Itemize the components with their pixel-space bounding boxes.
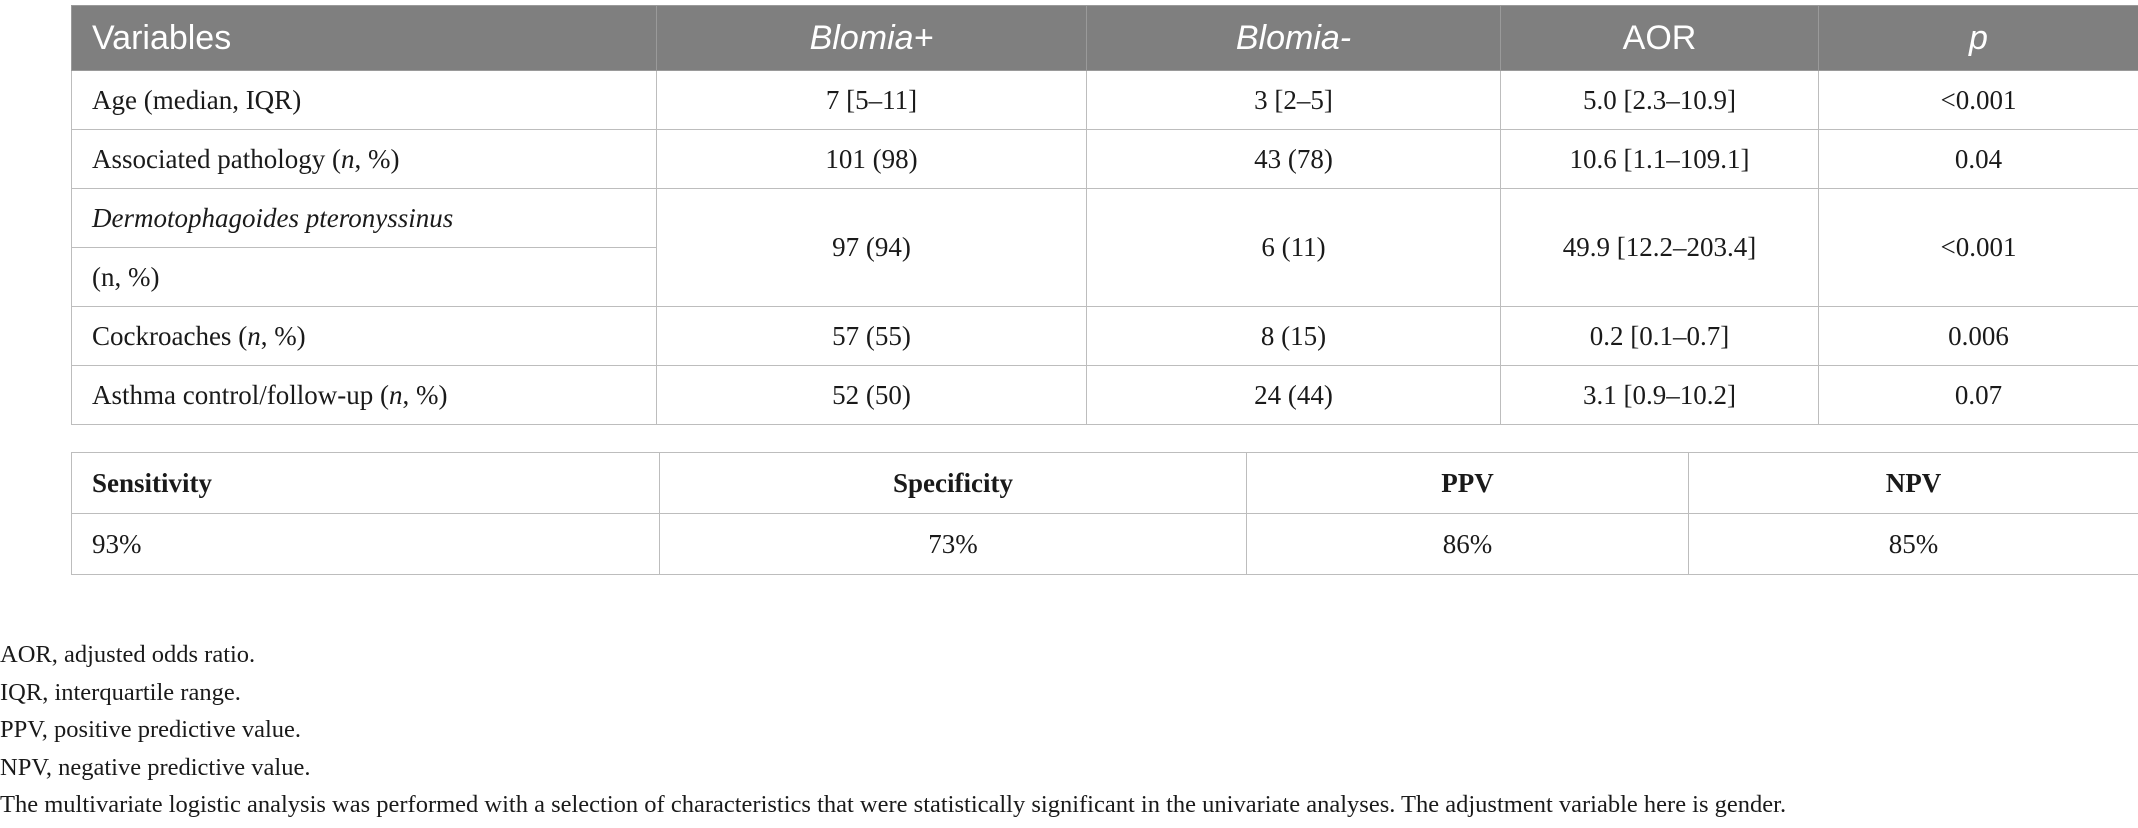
p-cell: 0.006 [1819, 307, 2138, 366]
footnote: The multivariate logistic analysis was performed with a selection of characteristics that were statistically significant in the univariate analyses. The adjustment variable here is gender. [0, 791, 1787, 819]
table-row [72, 130, 2138, 189]
value-sensitivity: 93% [72, 514, 660, 575]
aor-cell: 5.0 [2.3–10.9] [1501, 71, 1819, 130]
header-variables: Variables [72, 6, 657, 71]
table-row [72, 366, 2138, 425]
p-cell: <0.001 [1819, 71, 2138, 130]
performance-table [71, 452, 2138, 575]
variable-text: Asthma control/follow-up ( [92, 379, 389, 410]
blomia-negative-cell: 24 (44) [1087, 366, 1501, 425]
variable-cell [72, 366, 657, 425]
variable-suffix: , %) [354, 143, 400, 174]
blomia-negative-cell: 43 (78) [1087, 130, 1501, 189]
p-cell: 0.04 [1819, 130, 2138, 189]
aor-cell: 49.9 [12.2–203.4] [1501, 189, 1819, 307]
performance-header-row [72, 453, 2138, 514]
footnotes [0, 636, 2138, 824]
performance-value-row [72, 514, 2138, 575]
footnote: PPV, positive predictive value. [0, 716, 301, 744]
blomia-positive-cell: 52 (50) [657, 366, 1087, 425]
footnote: NPV, negative predictive value. [0, 753, 311, 781]
variable-text: Age (median, IQR) [92, 84, 302, 115]
value-npv: 85% [1689, 514, 2138, 575]
aor-cell: 10.6 [1.1–109.1] [1501, 130, 1819, 189]
p-cell: <0.001 [1819, 189, 2138, 307]
p-cell: 0.07 [1819, 366, 2138, 425]
header-specificity: Specificity [660, 453, 1247, 514]
variable-cell [72, 71, 657, 130]
header-blomia-negative: Blomia- [1087, 6, 1501, 71]
table-row [72, 189, 2138, 248]
header-aor: AOR [1501, 6, 1819, 71]
blomia-negative-cell: 3 [2–5] [1087, 71, 1501, 130]
blomia-positive-cell: 101 (98) [657, 130, 1087, 189]
variable-italic: n [247, 320, 261, 351]
footnote: AOR, adjusted odds ratio. [0, 641, 256, 668]
table-row [72, 307, 2138, 366]
variable-italic: n [388, 379, 403, 410]
table-header-row [72, 6, 2138, 71]
results-table [71, 5, 2138, 425]
header-npv: NPV [1689, 453, 2138, 514]
blomia-negative-cell: 6 (11) [1087, 189, 1501, 307]
variable-text: Cockroaches ( [92, 320, 248, 351]
blomia-negative-cell: 8 (15) [1087, 307, 1501, 366]
value-ppv: 86% [1247, 514, 1689, 575]
footnote: IQR, interquartile range. [0, 678, 241, 706]
header-ppv: PPV [1247, 453, 1689, 514]
variable-italic: n [340, 143, 355, 174]
blomia-positive-cell: 7 [5–11] [657, 71, 1087, 130]
blomia-positive-cell: 57 (55) [657, 307, 1087, 366]
variable-suffix: , %) [260, 320, 306, 351]
value-specificity: 73% [660, 514, 1247, 575]
variable-suffix: , %) [402, 379, 448, 410]
blomia-positive-cell: 97 (94) [657, 189, 1087, 307]
variable-cell [72, 307, 657, 366]
table-row [72, 71, 2138, 130]
variable-cell-line2: (n, %) [72, 248, 657, 307]
variable-text: Associated pathology ( [92, 143, 341, 174]
aor-cell: 0.2 [0.1–0.7] [1501, 307, 1819, 366]
variable-cell-line1: Dermotophagoides pteronyssinus [72, 189, 657, 248]
aor-cell: 3.1 [0.9–10.2] [1501, 366, 1819, 425]
header-sensitivity: Sensitivity [72, 453, 660, 514]
header-blomia-positive: Blomia+ [657, 6, 1087, 71]
variable-cell [72, 130, 657, 189]
header-p: p [1819, 6, 2138, 71]
